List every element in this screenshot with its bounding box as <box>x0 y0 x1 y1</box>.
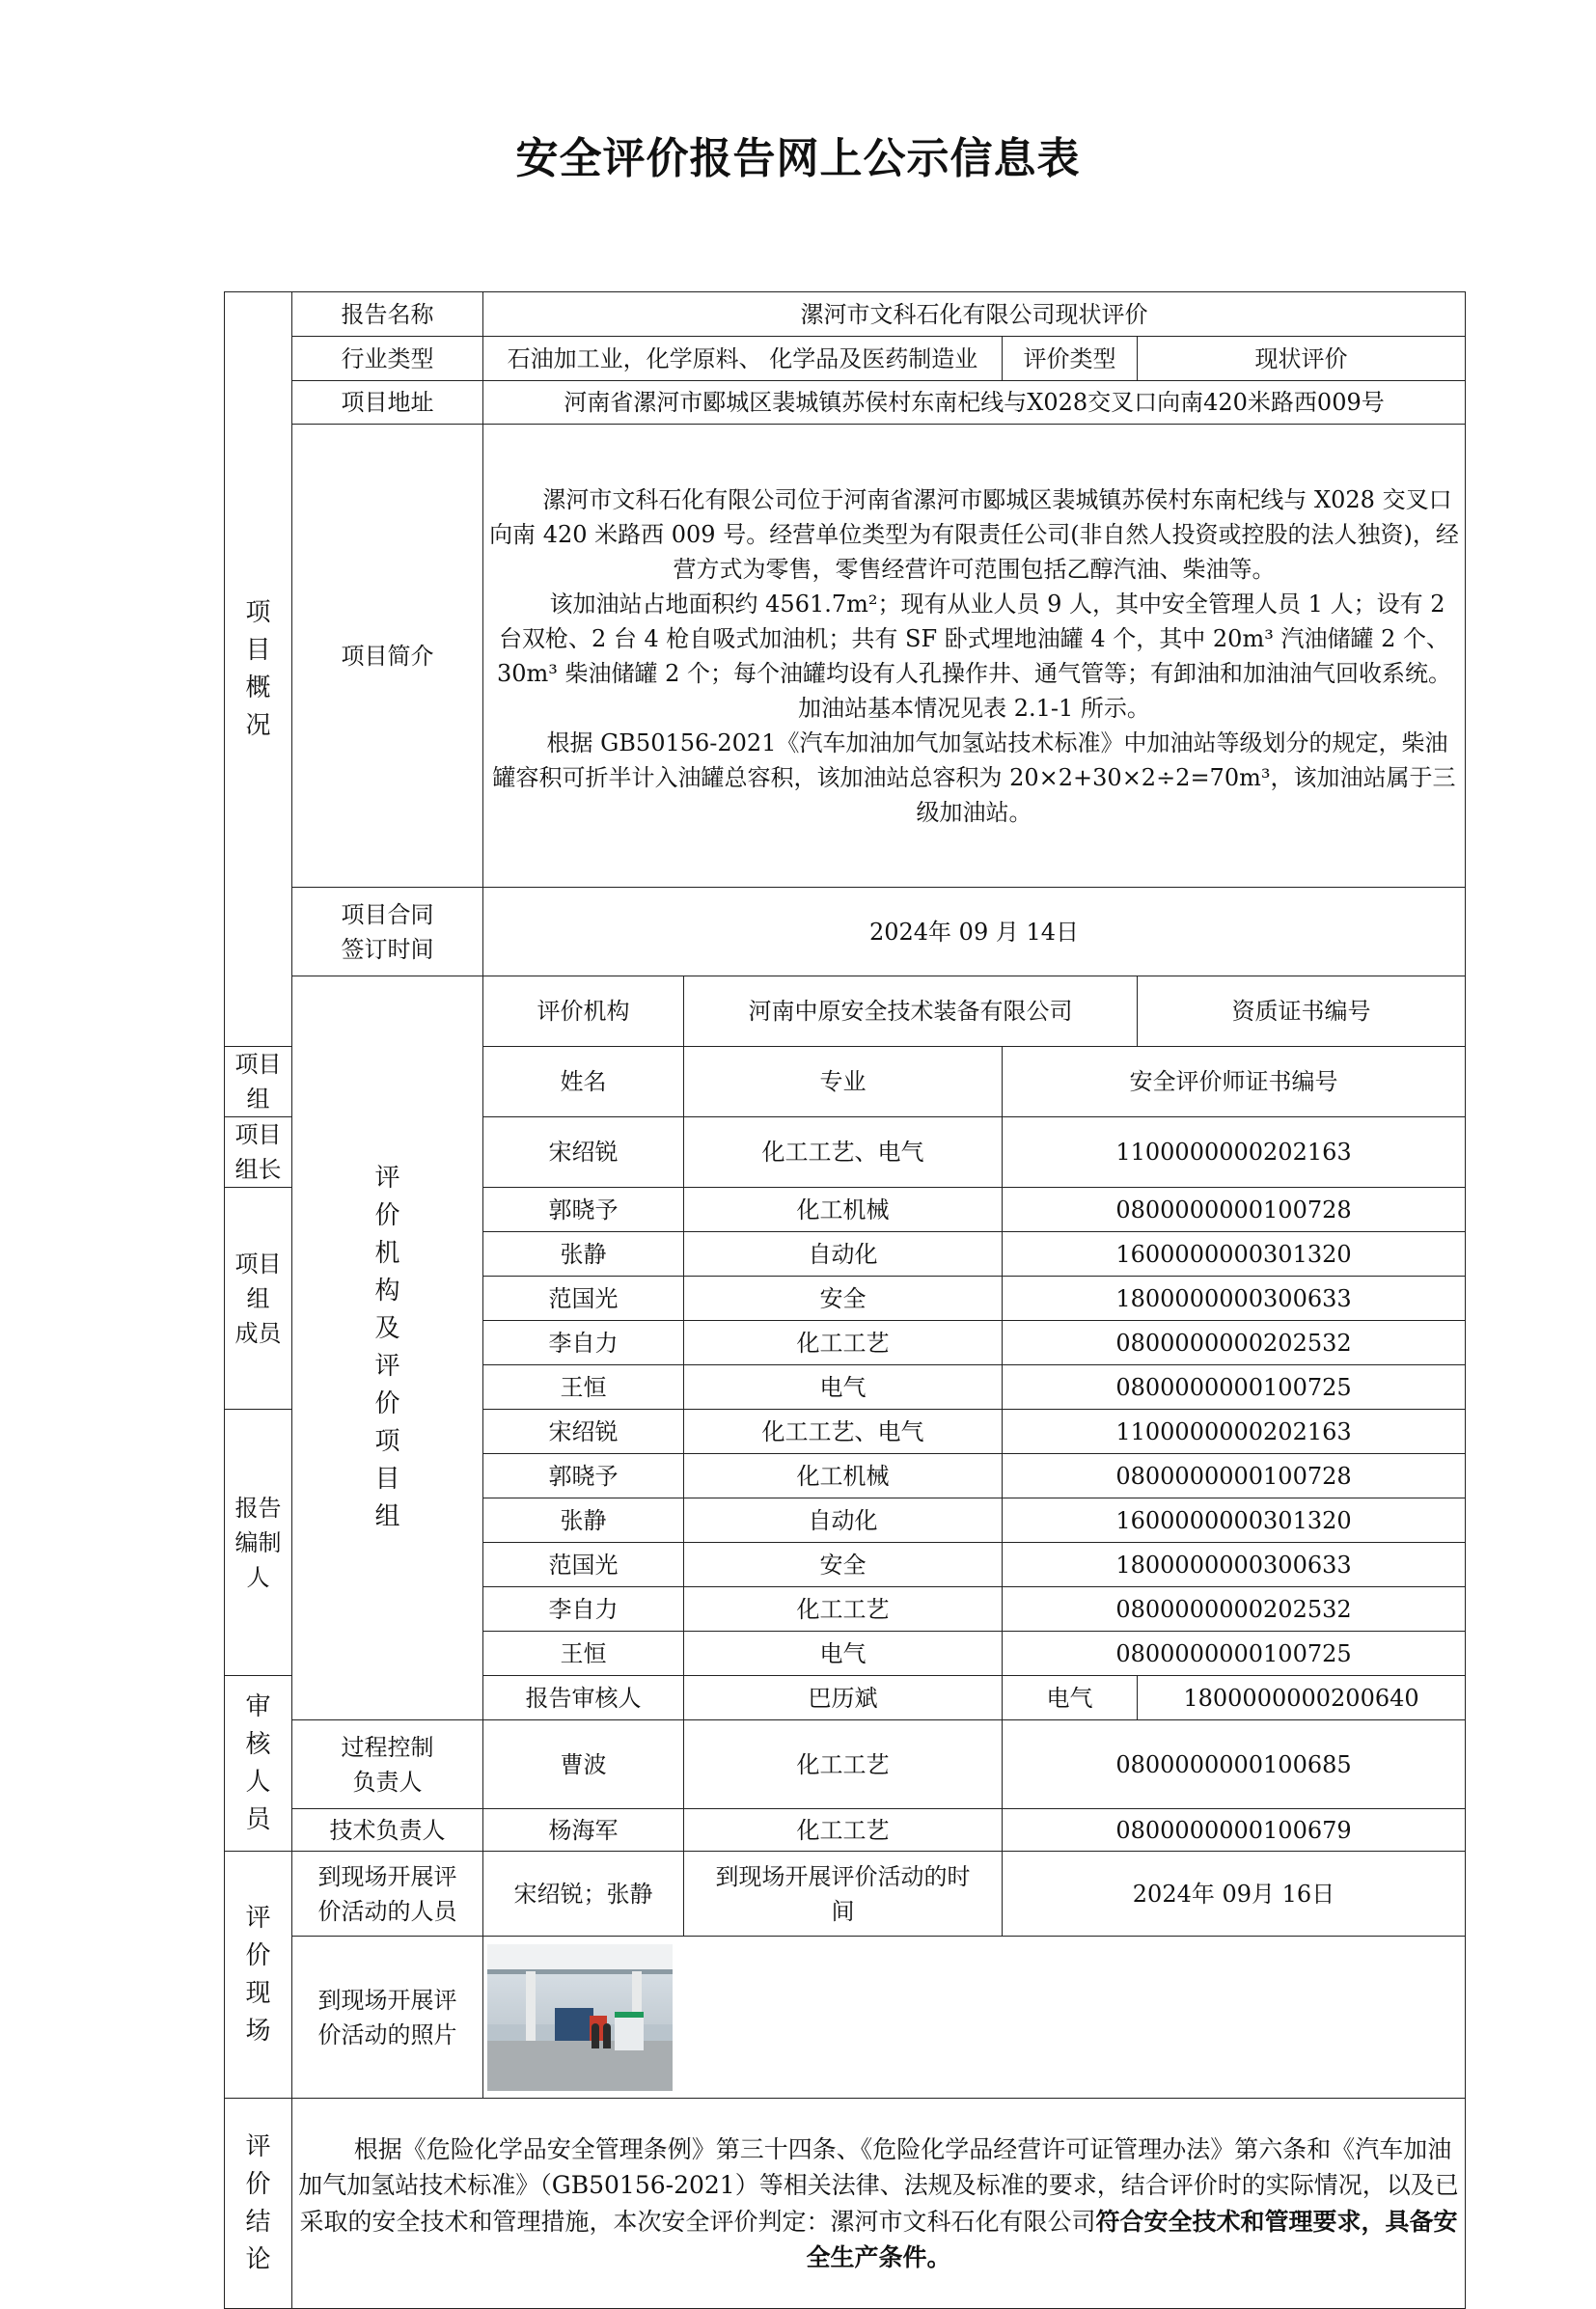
person-major: 化工工艺、电气 <box>684 1117 1003 1188</box>
site-time-label: 到现场开展评价活动的时 间 <box>684 1852 1003 1937</box>
person-major: 化工工艺 <box>684 1809 1003 1852</box>
person-name: 宋绍锐 <box>483 1410 684 1454</box>
person-name: 张静 <box>483 1232 684 1277</box>
person-cert: 1600000000301320 <box>1003 1498 1466 1543</box>
person-cert: 1800000000300633 <box>1003 1277 1466 1321</box>
info-table <box>224 291 1466 2309</box>
person-cert: 0800000000100728 <box>1003 1454 1466 1498</box>
contract-label: 项目合同 签订时间 <box>292 888 483 976</box>
person-major: 化工机械 <box>684 1188 1003 1232</box>
leader-label: 项目组长 <box>225 1117 292 1188</box>
table-row <box>225 381 1466 425</box>
authors-label: 报告 编制人 <box>225 1410 292 1676</box>
person-name: 郭晓予 <box>483 1188 684 1232</box>
site-photo-cell <box>483 1937 1466 2099</box>
person-name: 杨海军 <box>483 1809 684 1852</box>
person-major: 安全 <box>684 1277 1003 1321</box>
person-major: 自动化 <box>684 1232 1003 1277</box>
person-name: 李自力 <box>483 1321 684 1365</box>
site-photo <box>487 1944 673 2091</box>
person-cert: 1600000000301320 <box>1003 1232 1466 1277</box>
intro-paragraph: 该加油站占地面积约 4561.7m²；现有从业人员 9 人，其中安全管理人员 1 人；设有 2 台双枪、2 台 4 枪自吸式加油机；共有 SF 卧式埋地油罐 4 个，其中 20m³ 汽油储罐 2 个、30m³ 柴油储罐 2 个；每个油罐均设有人孔操作井、通气管等；有卸油和加油油气回收系统。加油站基本情况见表 2.1-1 所示。 <box>496 590 1452 722</box>
conclusion-verdict: 符合安全技术和管理要求，具备安全生产条件。 <box>806 2207 1458 2271</box>
industry-value: 石油加工业，化学原料、 化学品及医药制造业 <box>483 337 1003 381</box>
cert-label: 资质证书编号 <box>1138 976 1466 1047</box>
conclusion-text <box>292 2099 1466 2309</box>
person-major: 化工工艺 <box>684 1720 1003 1809</box>
site-people: 宋绍锐；张静 <box>483 1852 684 1937</box>
person-name: 范国光 <box>483 1543 684 1587</box>
person-cert: 1100000000202163 <box>1003 1117 1466 1188</box>
industry-label: 行业类型 <box>292 337 483 381</box>
site-date: 2024年 09月 16日 <box>1003 1852 1466 1937</box>
person-cert: 0800000000100725 <box>1003 1365 1466 1410</box>
section-label-team: 评 价 机 构 及 评 价 项 目 组 <box>292 976 483 1720</box>
person-cert: 0800000000100728 <box>1003 1188 1466 1232</box>
person-name: 曹波 <box>483 1720 684 1809</box>
section-label-overview: 项 目 概 况 <box>225 292 292 1047</box>
table-row <box>225 1852 1466 1937</box>
person-cert: 0800000000202532 <box>1003 1587 1466 1632</box>
person-name: 范国光 <box>483 1277 684 1321</box>
contract-date: 2024年 09 月 14日 <box>483 888 1466 976</box>
person-cert: 1800000000200640 <box>1138 1676 1466 1720</box>
person-name: 宋绍锐 <box>483 1117 684 1188</box>
person-name: 王恒 <box>483 1632 684 1676</box>
person-major: 化工工艺 <box>684 1321 1003 1365</box>
intro-paragraph: 漯河市文科石化有限公司位于河南省漯河市郾城区裴城镇苏侯村东南杞线与 X028 交叉口向南 420 米路西 009 号。经营单位类型为有限责任公司(非自然人投资或控股的法人独资)，经营方式为零售，零售经营许可范围包括乙醇汽油、柴油等。 <box>489 485 1459 583</box>
person-cert: 0800000000100685 <box>1003 1720 1466 1809</box>
table-row <box>225 1809 1466 1852</box>
members-label: 项目组 成员 <box>225 1188 292 1410</box>
col-header-group: 项目组 <box>225 1047 292 1117</box>
address-label: 项目地址 <box>292 381 483 425</box>
table-row <box>225 976 1466 1047</box>
person-cert: 1800000000300633 <box>1003 1543 1466 1587</box>
table-row <box>225 425 1466 888</box>
org-value: 河南中原安全技术装备有限公司 <box>684 976 1138 1047</box>
table-row <box>225 292 1466 337</box>
table-row <box>225 1720 1466 1809</box>
site-photo-label: 到现场开展评 价活动的照片 <box>292 1937 483 2099</box>
site-people-label: 到现场开展评 价活动的人员 <box>292 1852 483 1937</box>
table-row <box>225 1937 1466 2099</box>
person-major: 化工工艺、电气 <box>684 1410 1003 1454</box>
person-name: 张静 <box>483 1498 684 1543</box>
report-name-label: 报告名称 <box>292 292 483 337</box>
person-name: 李自力 <box>483 1587 684 1632</box>
person-cert: 0800000000100679 <box>1003 1809 1466 1852</box>
address-value: 河南省漯河市郾城区裴城镇苏侯村东南杞线与X028交叉口向南420米路西009号 <box>483 381 1466 425</box>
intro-label: 项目简介 <box>292 425 483 888</box>
person-name: 巴历斌 <box>684 1676 1003 1720</box>
person-major: 电气 <box>684 1632 1003 1676</box>
person-name: 郭晓予 <box>483 1454 684 1498</box>
page-title: 安全评价报告网上公示信息表 <box>515 134 1081 183</box>
person-name: 王恒 <box>483 1365 684 1410</box>
role-label: 报告审核人 <box>483 1676 684 1720</box>
section-label-review: 审 核 人 员 <box>225 1676 292 1852</box>
person-major: 自动化 <box>684 1498 1003 1543</box>
section-label-site: 评 价 现 场 <box>225 1852 292 2099</box>
section-label-conclusion: 评 价 结 论 <box>225 2099 292 2309</box>
conclusion-body: 根据《危险化学品安全管理条例》第三十四条、《危险化学品经营许可证管理办法》第六条和《汽车加油加气加氢站技术标准》（GB50156-2021）等相关法律、法规及标准的要求，结合评价时的实际情况，以及已采取的安全技术和管理措施，本次安全评价判定：漯河市文科石化有限公司 <box>298 2134 1459 2236</box>
person-cert: 1100000000202163 <box>1003 1410 1466 1454</box>
person-major: 化工工艺 <box>684 1587 1003 1632</box>
intro-paragraph: 根据 GB50156-2021《汽车加油加气加氢站技术标准》中加油站等级划分的规定，柴油罐容积可折半计入油罐总容积，该加油站总容积为 20×2+30×2÷2=70m³，该加油站属于三级加油站。 <box>492 728 1456 826</box>
org-label: 评价机构 <box>483 976 684 1047</box>
eval-type-label: 评价类型 <box>1003 337 1138 381</box>
person-major: 化工机械 <box>684 1454 1003 1498</box>
intro-text <box>483 425 1466 888</box>
col-header-cert: 安全评价师证书编号 <box>1003 1047 1466 1117</box>
person-major: 电气 <box>1003 1676 1138 1720</box>
col-header-name: 姓名 <box>483 1047 684 1117</box>
person-major: 电气 <box>684 1365 1003 1410</box>
table-row <box>225 2099 1466 2309</box>
report-name: 漯河市文科石化有限公司现状评价 <box>483 292 1466 337</box>
role-label: 过程控制 负责人 <box>292 1720 483 1809</box>
table-row <box>225 888 1466 976</box>
eval-type-value: 现状评价 <box>1138 337 1466 381</box>
table-row <box>225 337 1466 381</box>
role-label: 技术负责人 <box>292 1809 483 1852</box>
person-cert: 0800000000100725 <box>1003 1632 1466 1676</box>
person-cert: 0800000000202532 <box>1003 1321 1466 1365</box>
col-header-major: 专业 <box>684 1047 1003 1117</box>
person-major: 安全 <box>684 1543 1003 1587</box>
